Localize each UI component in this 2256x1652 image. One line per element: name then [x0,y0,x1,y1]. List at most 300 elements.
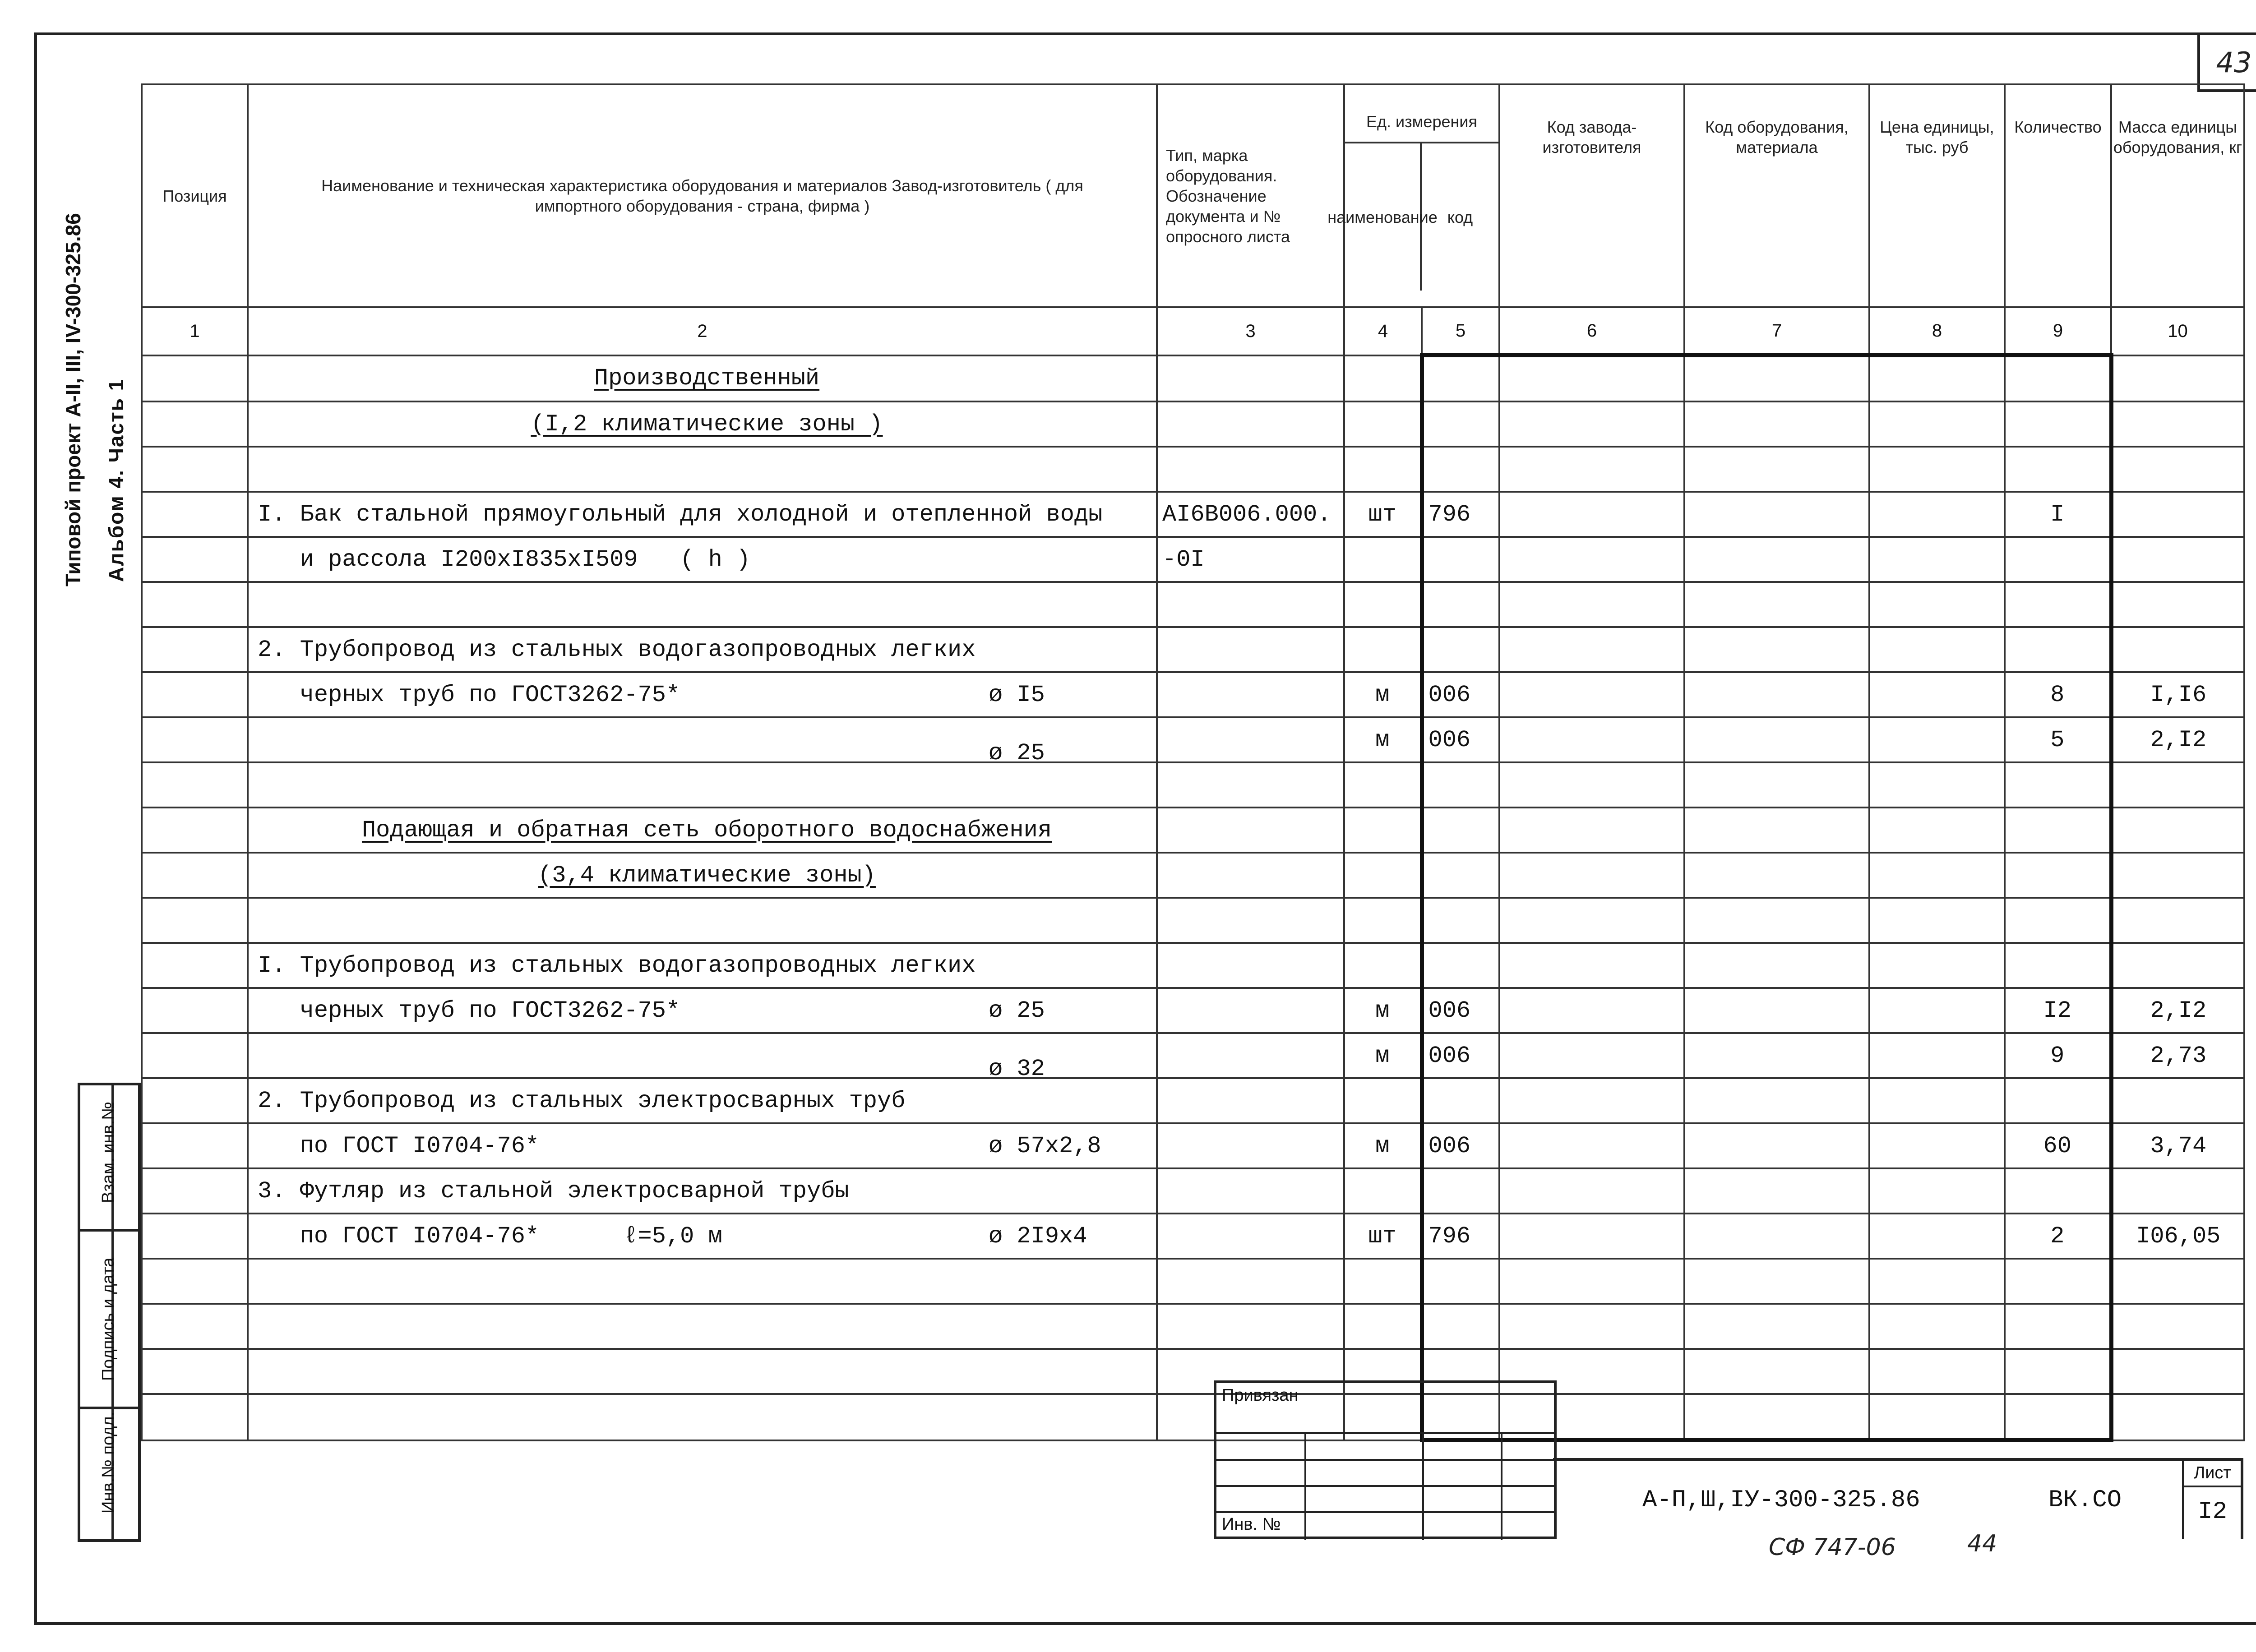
specification-table [141,83,2245,1442]
cell-unit: м [1344,988,1422,1033]
cell-equipment-code [1684,537,1869,582]
cell-unit-code [1422,1078,1499,1123]
cell-mass [2111,355,2244,402]
cell-equipment-code [1684,1078,1869,1123]
cell-name [248,492,1157,537]
cell-unit-code [1422,447,1499,492]
cell-factory-code [1499,582,1684,627]
cell-factory-code [1499,537,1684,582]
cell-price [1869,1394,2005,1440]
page-number: 43 [2197,35,2256,92]
cell-name [248,672,1157,717]
cell-position [142,537,248,582]
cell-name [248,808,1157,853]
table-row [142,1214,2244,1259]
cell-type [1157,988,1344,1033]
col-number: 8 [1869,307,2005,355]
stamp-inv-podl-label: Инв.№ подл. [98,1411,118,1514]
item-name: I. Бак стальной прямоугольный для холодной и отепленной воды [258,501,1103,528]
col-number: 2 [248,307,1157,355]
cell-equipment-code [1684,401,1869,447]
cell-factory-code [1499,717,1684,762]
header-factory-code: Код завода-изготовителя [1499,84,1684,307]
cell-position [142,582,248,627]
cell-position [142,1168,248,1214]
table-row [142,672,2244,717]
cell-factory-code [1499,492,1684,537]
cell-price [1869,1349,2005,1394]
cell-equipment-code [1684,717,1869,762]
cell-equipment-code [1684,1349,1869,1394]
cell-mass: I,I6 [2111,672,2244,717]
cell-position [142,1214,248,1259]
cell-price [1869,808,2005,853]
cell-name [248,717,1157,766]
cell-unit: м [1344,1123,1422,1168]
cell-unit [1344,943,1422,988]
cell-equipment-code [1684,447,1869,492]
cell-unit [1344,401,1422,447]
cell-type [1157,1168,1344,1214]
cell-name [248,1214,1157,1259]
cell-unit-code: 006 [1422,1033,1499,1078]
cell-name [248,943,1157,988]
cell-unit [1344,853,1422,898]
cell-unit [1344,1078,1422,1123]
cell-equipment-code [1684,762,1869,808]
header-mass: Масса единицы оборудования, кг [2111,84,2244,307]
cell-position [142,401,248,447]
cell-position [142,1259,248,1304]
cell-factory-code [1499,1078,1684,1123]
cell-name [248,447,1157,492]
stamp-inv-podl [78,1407,141,1542]
table-row [142,988,2244,1033]
title-block-privyazan [1214,1380,1557,1539]
cell-mass [2111,1259,2244,1304]
cell-type [1157,898,1344,943]
cell-price [1869,401,2005,447]
table-row [142,1259,2244,1304]
cell-price [1869,1033,2005,1078]
archive-sheet: 44 [1967,1530,1997,1557]
table-row [142,627,2244,672]
header-price: Цена единицы, тыс. руб [1869,84,2005,307]
table-row [142,401,2244,447]
cell-name [248,898,1157,943]
cell-unit-code [1422,627,1499,672]
table-row [142,943,2244,988]
stamp-podpis [78,1229,141,1409]
cell-unit: м [1344,672,1422,717]
cell-position [142,1033,248,1078]
cell-type [1157,1033,1344,1078]
cell-position [142,762,248,808]
pipe-diameter: ø I5 [989,681,1045,708]
header-position: Позиция [142,84,248,307]
col-number: 10 [2111,307,2244,355]
cell-price [1869,537,2005,582]
cell-unit-code: 796 [1422,1214,1499,1259]
cell-price [1869,1214,2005,1259]
cell-price [1869,582,2005,627]
header-units-title: Ед. измерения [1345,101,1498,143]
cell-price [1869,762,2005,808]
cell-quantity [2005,447,2111,492]
cell-position [142,898,248,943]
table-row [142,1168,2244,1214]
cell-mass: 2,73 [2111,1033,2244,1078]
cell-price [1869,1078,2005,1123]
cell-unit-code: 796 [1422,492,1499,537]
cell-equipment-code [1684,492,1869,537]
cell-equipment-code [1684,898,1869,943]
table-row [142,808,2244,853]
cell-name [248,1259,1157,1304]
cell-type: AI6B006.000. [1157,492,1344,537]
col-number: 1 [142,307,248,355]
cell-unit-code [1422,1259,1499,1304]
cell-price [1869,627,2005,672]
cell-mass [2111,762,2244,808]
section-title: (I,2 климатические зоны ) [531,411,883,438]
cell-type [1157,1078,1344,1123]
cell-equipment-code [1684,582,1869,627]
cell-quantity [2005,943,2111,988]
cell-position [142,492,248,537]
cell-unit-code: 006 [1422,672,1499,717]
cell-type [1157,447,1344,492]
cell-type [1157,1123,1344,1168]
cell-quantity: I [2005,492,2111,537]
cell-type [1157,762,1344,808]
cell-price [1869,898,2005,943]
cell-mass: 3,74 [2111,1123,2244,1168]
privyazan-label: Привязан [1222,1386,1299,1405]
cell-equipment-code [1684,1033,1869,1078]
cell-type [1157,1214,1344,1259]
cell-unit [1344,1168,1422,1214]
cell-quantity [2005,808,2111,853]
cell-quantity [2005,537,2111,582]
cell-mass [2111,1349,2244,1394]
cell-factory-code [1499,401,1684,447]
cell-unit: м [1344,1033,1422,1078]
cell-name [248,1078,1157,1123]
col-number: 3 [1157,307,1344,355]
cell-position [142,1304,248,1349]
document-designation: А-П,Ш,IУ-300-325.86 [1642,1486,1920,1514]
cell-position [142,1349,248,1394]
cell-type [1157,808,1344,853]
cell-type [1157,355,1344,402]
cell-mass [2111,1394,2244,1440]
cell-unit-code [1422,401,1499,447]
cell-name [248,1349,1157,1394]
cell-position [142,1123,248,1168]
cell-unit-code [1422,808,1499,853]
cell-price [1869,1259,2005,1304]
cell-unit [1344,762,1422,808]
cell-equipment-code [1684,1394,1869,1440]
cell-quantity: 2 [2005,1214,2111,1259]
item-name: черных труб по ГОСТ3262-75* [258,681,680,708]
sheet-label: Лист [2184,1461,2241,1487]
cell-type [1157,1259,1344,1304]
cell-factory-code [1499,1123,1684,1168]
pipe-diameter: ø 25 [989,740,1045,766]
cell-mass: 2,I2 [2111,717,2244,762]
item-name: 3. Футляр из стальной электросварной трубы [258,1177,849,1204]
sheet-number: I2 [2198,1498,2227,1526]
cell-mass: 2,I2 [2111,988,2244,1033]
cell-unit [1344,1259,1422,1304]
pipe-diameter: ø 32 [989,1056,1045,1082]
cell-mass: I06,05 [2111,1214,2244,1259]
cell-mass [2111,537,2244,582]
header-unit-name: наименование [1345,143,1422,291]
cell-unit: шт [1344,1214,1422,1259]
col-number: 6 [1499,307,1684,355]
cell-type [1157,627,1344,672]
cell-type [1157,582,1344,627]
cell-factory-code [1499,853,1684,898]
table-row [142,492,2244,537]
document-mark: ВК.СО [2048,1486,2122,1514]
cell-equipment-code [1684,943,1869,988]
cell-quantity [2005,1078,2111,1123]
cell-name [248,627,1157,672]
cell-quantity: 5 [2005,717,2111,762]
cell-price [1869,447,2005,492]
cell-position [142,355,248,402]
cell-equipment-code [1684,853,1869,898]
stamp-vzam-label: Взам. инв.№ [98,1102,118,1203]
cell-unit-code: 006 [1422,1123,1499,1168]
cell-type [1157,853,1344,898]
table-row [142,1394,2244,1440]
album-side-title: Альбом 4. Часть 1 [104,378,128,582]
cell-equipment-code [1684,627,1869,672]
cell-equipment-code [1684,988,1869,1033]
cell-unit [1344,537,1422,582]
item-name: и рассола I200xI835xI509 ( h ) [258,546,751,573]
cell-name [248,537,1157,582]
cell-name [248,1394,1157,1440]
cell-unit-code: 006 [1422,988,1499,1033]
cell-quantity [2005,401,2111,447]
cell-equipment-code [1684,355,1869,402]
table-row [142,1033,2244,1078]
table-body [142,355,2244,1440]
cell-factory-code [1499,1214,1684,1259]
cell-equipment-code [1684,808,1869,853]
table-row [142,447,2244,492]
cell-quantity [2005,853,2111,898]
cell-price [1869,1123,2005,1168]
header-type: Тип, марка оборудования. Обозначение документа и № опросного листа [1157,84,1344,307]
cell-price [1869,1304,2005,1349]
project-side-title: Типовой проект А-II, III, IV-300-325.86 [61,213,85,586]
cell-name [248,1304,1157,1349]
archive-number: СФ 747-06 [1769,1534,1896,1561]
cell-price [1869,492,2005,537]
cell-quantity [2005,627,2111,672]
cell-position [142,853,248,898]
cell-position [142,447,248,492]
cell-quantity [2005,582,2111,627]
table-row [142,762,2244,808]
header-name [248,84,1157,307]
cell-factory-code [1499,1033,1684,1078]
cell-mass [2111,582,2244,627]
stamp-vzam [78,1083,141,1232]
cell-position [142,1078,248,1123]
cell-mass [2111,492,2244,537]
cell-unit [1344,355,1422,402]
section-title: Подающая и обратная сеть оборотного водоснабжения [361,817,1052,844]
col-number: 4 [1344,307,1422,355]
table-row [142,537,2244,582]
cell-unit [1344,1304,1422,1349]
cell-unit-code [1422,355,1499,402]
cell-unit-code [1422,898,1499,943]
cell-factory-code [1499,672,1684,717]
cell-mass [2111,853,2244,898]
cell-quantity [2005,1304,2111,1349]
cell-quantity [2005,898,2111,943]
cell-equipment-code [1684,672,1869,717]
cell-price [1869,355,2005,402]
item-name: I. Трубопровод из стальных водогазопроводных легких [258,952,976,979]
header-equipment-code: Код оборудования, материала [1684,84,1869,307]
table-row [142,853,2244,898]
cell-position [142,717,248,762]
cell-factory-code [1499,808,1684,853]
cell-factory-code [1499,627,1684,672]
cell-price [1869,1168,2005,1214]
cell-quantity [2005,1259,2111,1304]
cell-quantity: 9 [2005,1033,2111,1078]
cell-name [248,1123,1157,1168]
cell-mass [2111,808,2244,853]
cell-name [248,355,1157,402]
cell-position [142,988,248,1033]
cell-quantity [2005,1394,2111,1440]
cell-unit-code [1422,1304,1499,1349]
cell-mass [2111,1078,2244,1123]
cell-unit [1344,627,1422,672]
cell-price [1869,717,2005,762]
cell-name [248,1168,1157,1214]
cell-position [142,672,248,717]
cell-unit-code: 006 [1422,717,1499,762]
cell-quantity [2005,762,2111,808]
cell-position [142,1394,248,1440]
cell-unit [1344,808,1422,853]
cell-quantity: 60 [2005,1123,2111,1168]
header-units [1327,84,1499,307]
cell-unit-code [1422,853,1499,898]
cell-factory-code [1499,898,1684,943]
cell-quantity [2005,355,2111,402]
table-row [142,355,2244,402]
cell-unit: м [1344,717,1422,762]
item-name: по ГОСТ I0704-76* ℓ=5,0 м [258,1223,722,1250]
cell-mass [2111,1168,2244,1214]
header-quantity: Количество [2005,84,2111,307]
cell-unit [1344,582,1422,627]
cell-unit-code [1422,537,1499,582]
stamp-podpis-label: Подпись и дата [98,1257,118,1381]
section-title: (3,4 климатические зоны) [538,862,876,889]
cell-mass [2111,447,2244,492]
cell-position [142,627,248,672]
cell-price [1869,672,2005,717]
cell-unit [1344,447,1422,492]
cell-position [142,808,248,853]
cell-type [1157,943,1344,988]
cell-mass [2111,943,2244,988]
cell-factory-code [1499,355,1684,402]
table-row [142,1304,2244,1349]
cell-type [1157,672,1344,717]
cell-price [1869,988,2005,1033]
cell-equipment-code [1684,1259,1869,1304]
pipe-diameter: ø 57x2,8 [989,1132,1101,1159]
cell-unit-code [1422,1168,1499,1214]
cell-factory-code [1499,762,1684,808]
cell-quantity: 8 [2005,672,2111,717]
cell-mass [2111,898,2244,943]
cell-name [248,582,1157,627]
cell-unit-code [1422,943,1499,988]
section-title: Производственный [594,365,820,392]
cell-mass [2111,627,2244,672]
item-name: по ГОСТ I0704-76* [258,1132,540,1159]
cell-factory-code [1499,447,1684,492]
cell-name [248,853,1157,898]
inv-no-label: Инв. № [1222,1515,1281,1534]
cell-quantity: I2 [2005,988,2111,1033]
header-name-text: Наименование и техническая характеристика оборудования и материалов Завод-изготовитель ( для импортного оборудования - страна, фирма ) [321,176,1083,215]
table-row [142,898,2244,943]
col-number: 5 [1422,307,1499,355]
cell-quantity [2005,1168,2111,1214]
table-row [142,717,2244,762]
table-row [142,1349,2244,1394]
cell-quantity [2005,1349,2111,1394]
cell-type: -0I [1157,537,1344,582]
cell-price [1869,943,2005,988]
cell-unit: шт [1344,492,1422,537]
cell-mass [2111,1304,2244,1349]
col-number: 9 [2005,307,2111,355]
cell-name [248,1033,1157,1082]
cell-position [142,943,248,988]
cell-name [248,401,1157,447]
cell-factory-code [1499,1168,1684,1214]
item-name: черных труб по ГОСТ3262-75* [258,997,680,1024]
cell-unit-code [1422,762,1499,808]
cell-factory-code [1499,1304,1684,1349]
cell-mass [2111,401,2244,447]
cell-factory-code [1499,943,1684,988]
cell-price [1869,853,2005,898]
cell-unit [1344,898,1422,943]
item-name: 2. Трубопровод из стальных водогазопроводных легких [258,636,976,663]
col-number: 7 [1684,307,1869,355]
